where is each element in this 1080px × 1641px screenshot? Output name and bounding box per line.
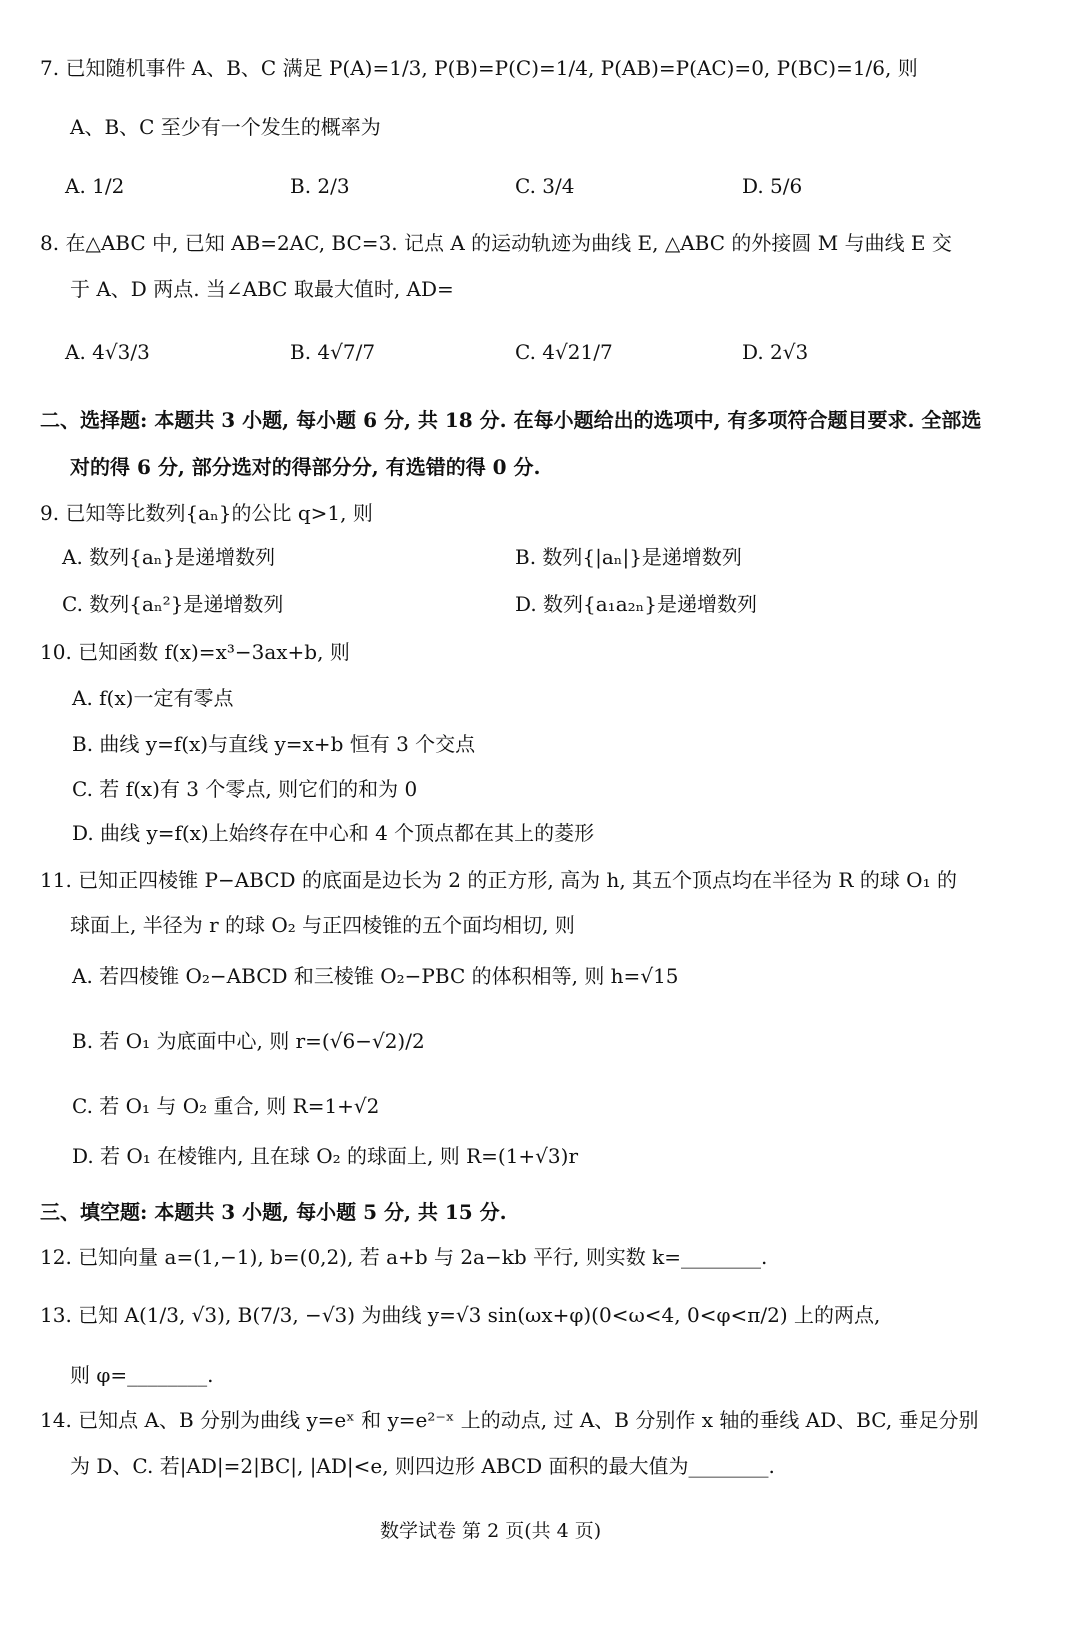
q9-option-d: D. 数列{a₁a₂ₙ}是递增数列 bbox=[515, 592, 758, 616]
section3-heading: 三、填空题: 本题共 3 小题, 每小题 5 分, 共 15 分. bbox=[40, 1200, 507, 1224]
q7-option-a: A. 1/2 bbox=[65, 174, 125, 198]
q10-option-c: C. 若 f(x)有 3 个零点, 则它们的和为 0 bbox=[72, 777, 418, 801]
q11-stem-line1: 11. 已知正四棱锥 P−ABCD 的底面是边长为 2 的正方形, 高为 h, 其五个顶点均在半径为 R 的球 O₁ 的 bbox=[40, 868, 957, 892]
q7-option-b: B. 2/3 bbox=[290, 174, 350, 198]
q7-option-d: D. 5/6 bbox=[742, 174, 803, 198]
q7-stem-line1: 7. 已知随机事件 A、B、C 满足 P(A)=1/3, P(B)=P(C)=1/4, P(AB)=P(AC)=0, P(BC)=1/6, 则 bbox=[40, 56, 918, 80]
q9-option-c: C. 数列{aₙ²}是递增数列 bbox=[62, 592, 284, 616]
q7-stem-line2: A、B、C 至少有一个发生的概率为 bbox=[70, 115, 381, 139]
q9-option-a: A. 数列{aₙ}是递增数列 bbox=[62, 545, 276, 569]
q8-option-b: B. 4√7/7 bbox=[290, 340, 376, 364]
q8-option-d: D. 2√3 bbox=[742, 340, 809, 364]
q14-stem-line2: 为 D、C. 若|AD|=2|BC|, |AD|<e, 则四边形 ABCD 面积的最大值为________. bbox=[70, 1454, 775, 1478]
section2-heading-line2: 对的得 6 分, 部分选对的得部分分, 有选错的得 0 分. bbox=[70, 455, 541, 479]
q13-stem-line1: 13. 已知 A(1/3, √3), B(7/3, −√3) 为曲线 y=√3 sin(ωx+φ)(0<ω<4, 0<φ<π/2) 上的两点, bbox=[40, 1303, 881, 1327]
q8-stem-line1: 8. 在△ABC 中, 已知 AB=2AC, BC=3. 记点 A 的运动轨迹为曲线 E, △ABC 的外接圆 M 与曲线 E 交 bbox=[40, 231, 952, 255]
q14-stem-line1: 14. 已知点 A、B 分别为曲线 y=eˣ 和 y=e²⁻ˣ 上的动点, 过 A、B 分别作 x 轴的垂线 AD、BC, 垂足分别 bbox=[40, 1408, 979, 1432]
q8-stem-line2: 于 A、D 两点. 当∠ABC 取最大值时, AD= bbox=[70, 277, 454, 301]
q12-stem: 12. 已知向量 a=(1,−1), b=(0,2), 若 a+b 与 2a−kb 平行, 则实数 k=________. bbox=[40, 1245, 768, 1269]
q9-option-b: B. 数列{|aₙ|}是递增数列 bbox=[515, 545, 742, 569]
q10-option-d: D. 曲线 y=f(x)上始终存在中心和 4 个顶点都在其上的菱形 bbox=[72, 821, 595, 845]
q11-option-b: B. 若 O₁ 为底面中心, 则 r=(√6−√2)/2 bbox=[72, 1029, 425, 1053]
q8-option-a: A. 4√3/3 bbox=[65, 340, 150, 364]
q10-option-b: B. 曲线 y=f(x)与直线 y=x+b 恒有 3 个交点 bbox=[72, 732, 476, 756]
q7-option-c: C. 3/4 bbox=[515, 174, 575, 198]
q11-option-d: D. 若 O₁ 在棱锥内, 且在球 O₂ 的球面上, 则 R=(1+√3)r bbox=[72, 1144, 579, 1168]
q9-stem: 9. 已知等比数列{aₙ}的公比 q>1, 则 bbox=[40, 501, 373, 525]
q13-stem-line2: 则 φ=________. bbox=[70, 1363, 214, 1387]
q11-option-a: A. 若四棱锥 O₂−ABCD 和三棱锥 O₂−PBC 的体积相等, 则 h=√15 bbox=[72, 964, 679, 988]
q11-stem-line2: 球面上, 半径为 r 的球 O₂ 与正四棱锥的五个面均相切, 则 bbox=[70, 913, 575, 937]
q11-option-c: C. 若 O₁ 与 O₂ 重合, 则 R=1+√2 bbox=[72, 1094, 380, 1118]
q8-option-c: C. 4√21/7 bbox=[515, 340, 613, 364]
q10-stem: 10. 已知函数 f(x)=x³−3ax+b, 则 bbox=[40, 640, 350, 664]
page-footer: 数学试卷 第 2 页(共 4 页) bbox=[380, 1520, 602, 1542]
section2-heading-line1: 二、选择题: 本题共 3 小题, 每小题 6 分, 共 18 分. 在每小题给出的选项中, 有多项符合题目要求. 全部选 bbox=[40, 408, 982, 432]
q10-option-a: A. f(x)一定有零点 bbox=[72, 686, 234, 710]
